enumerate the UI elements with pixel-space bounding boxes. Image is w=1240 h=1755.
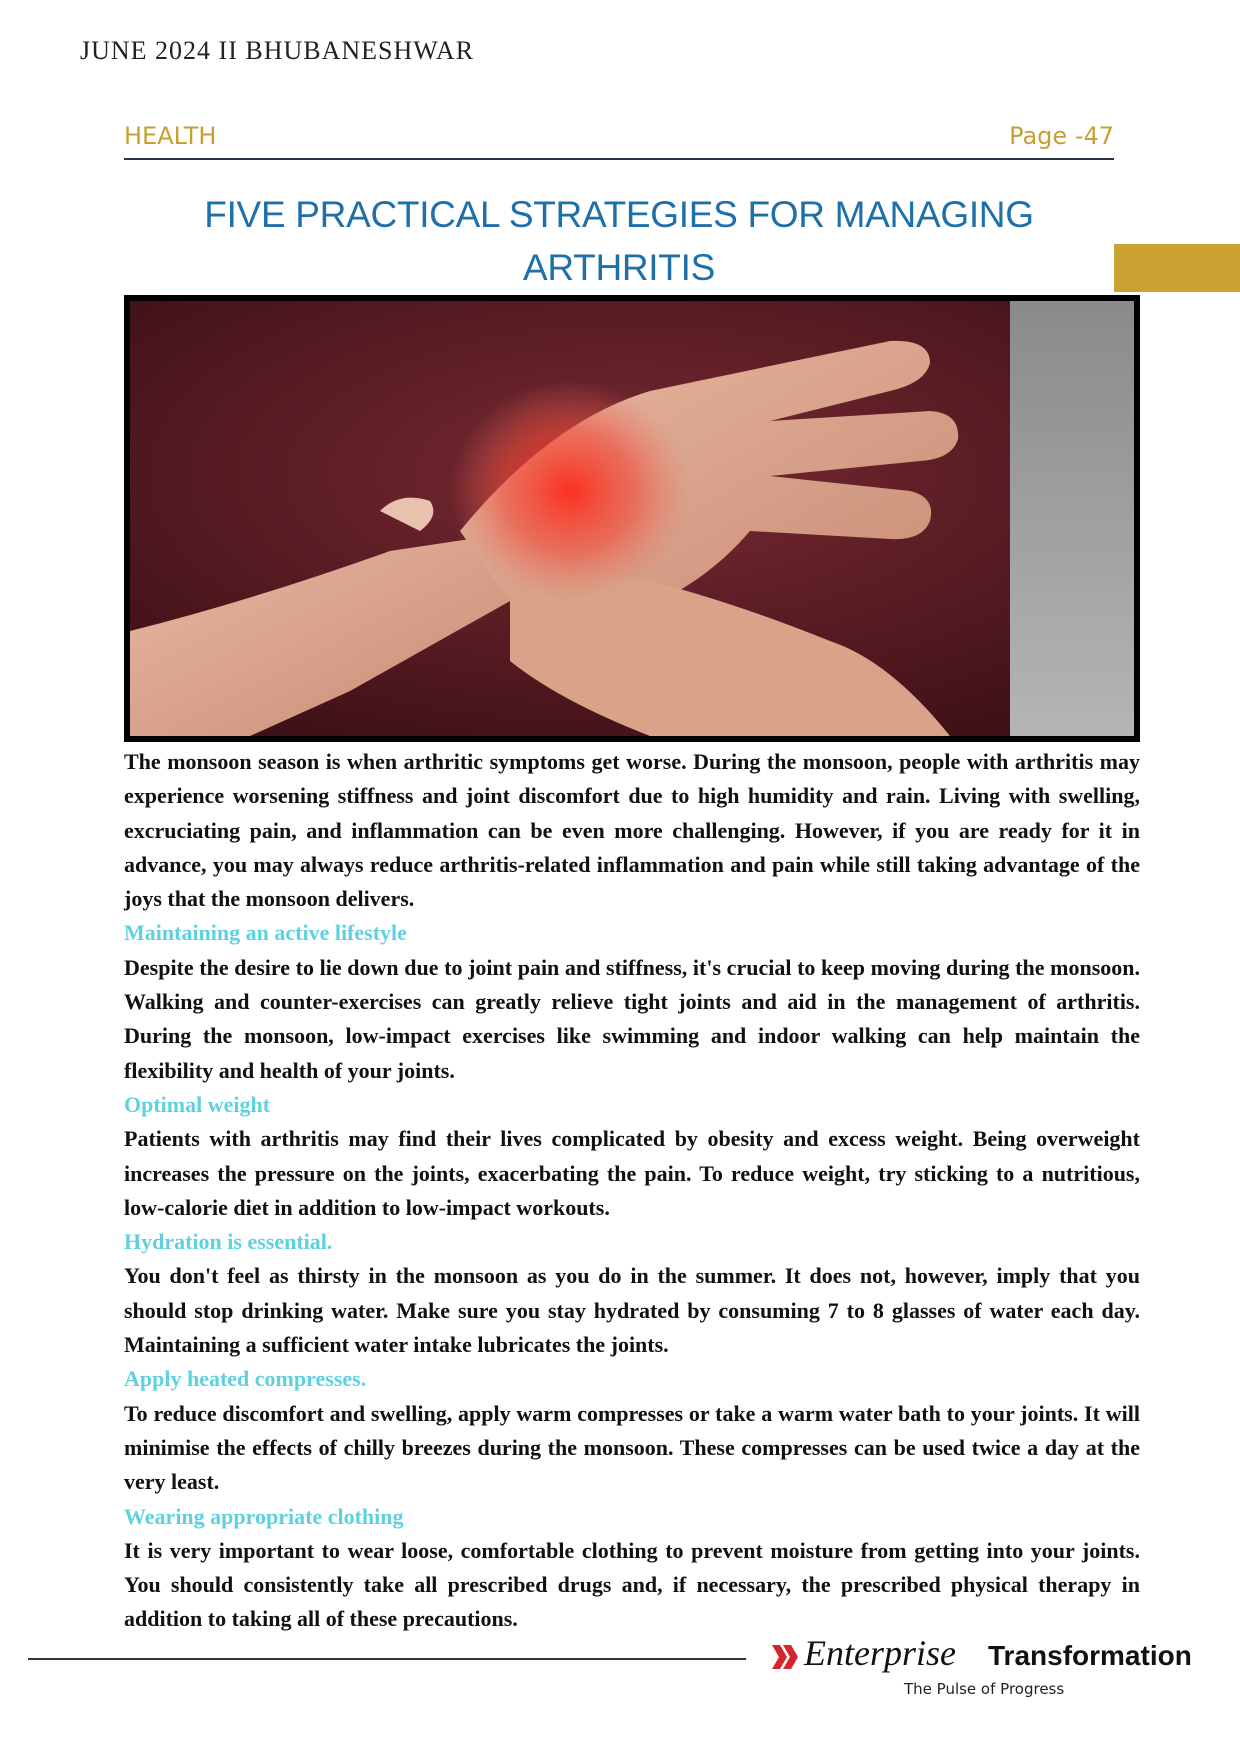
subheading-clothing: Wearing appropriate clothing bbox=[124, 1503, 404, 1529]
logo-word-enterprise: Enterprise bbox=[804, 1633, 956, 1673]
paragraph-optimal-weight: Patients with arthritis may find their lives complicated by obesity and excess weight. Being overweight increases the pressure on the joints, exacerbating the pain. To reduce weight, try sticking to a nutritious, low-calorie diet in addition to low-impact workouts. bbox=[124, 1126, 1140, 1220]
page-number: Page -47 bbox=[1009, 122, 1114, 150]
paragraph-active-lifestyle: Despite the desire to lie down due to joint pain and stiffness, it's crucial to keep moving during the monsoon. Walking and counter-exercises can greatly relieve tight joints and aid in the management of arthritis. During the monsoon, low-impact exercises like swimming and indoor walking can help maintain the flexibility and health of your joints. bbox=[124, 954, 1140, 1083]
hand-pain-illustration bbox=[130, 301, 1134, 736]
subheading-active-lifestyle: Maintaining an active lifestyle bbox=[124, 920, 407, 946]
logo-word-transformation: Transformation bbox=[988, 1640, 1192, 1671]
subheading-heated-compresses: Apply heated compresses. bbox=[124, 1366, 367, 1392]
paragraph-clothing: It is very important to wear loose, comfortable clothing to prevent moisture from getting into your joints. You should consistently take all prescribed drugs and, if necessary, the prescribed physical therapy in addition to taking all of these precautions. bbox=[124, 1537, 1140, 1632]
section-label: HEALTH bbox=[124, 122, 217, 150]
section-header bbox=[124, 122, 1114, 160]
double-chevron-logo-icon bbox=[770, 1642, 800, 1672]
gold-accent-tab bbox=[1114, 244, 1240, 292]
subheading-hydration: Hydration is essential. bbox=[124, 1229, 333, 1255]
article-body bbox=[124, 745, 1140, 1637]
masthead: JUNE 2024 II BHUBANESHWAR bbox=[80, 36, 475, 65]
publication-logo bbox=[770, 1633, 1210, 1716]
article-intro: The monsoon season is when arthritic symptoms get worse. During the monsoon, people with arthritis may experience worsening stiffness and joint discomfort due to high humidity and rain. Living with swelling, excruciating pain, and inflammation can be even more challenging. However, if you are ready for it in advance, you may always reduce arthritis-related inflammation and pain while still taking advantage of the joys that the monsoon delivers. bbox=[124, 749, 1140, 912]
headline-line-1: FIVE PRACTICAL STRATEGIES FOR MANAGING ARTHRITIS bbox=[204, 194, 1034, 288]
subheading-optimal-weight: Optimal weight bbox=[124, 1091, 271, 1117]
article-photo bbox=[124, 295, 1140, 742]
paragraph-heated-compresses: To reduce discomfort and swelling, apply warm compresses or take a warm water bath to your joints. It will minimise the effects of chilly breezes during the monsoon. These compresses can be used twice a day at the very least. bbox=[124, 1400, 1140, 1495]
logo-tagline: The Pulse of Progress bbox=[904, 1680, 1065, 1698]
paragraph-hydration: You don't feel as thirsty in the monsoon as you do in the summer. It does not, however, imply that you should stop drinking water. Make sure you stay hydrated by consuming 7 to 8 glasses of water each day. Maintaining a sufficient water intake lubricates the joints. bbox=[124, 1263, 1140, 1358]
footer-divider bbox=[28, 1658, 746, 1660]
